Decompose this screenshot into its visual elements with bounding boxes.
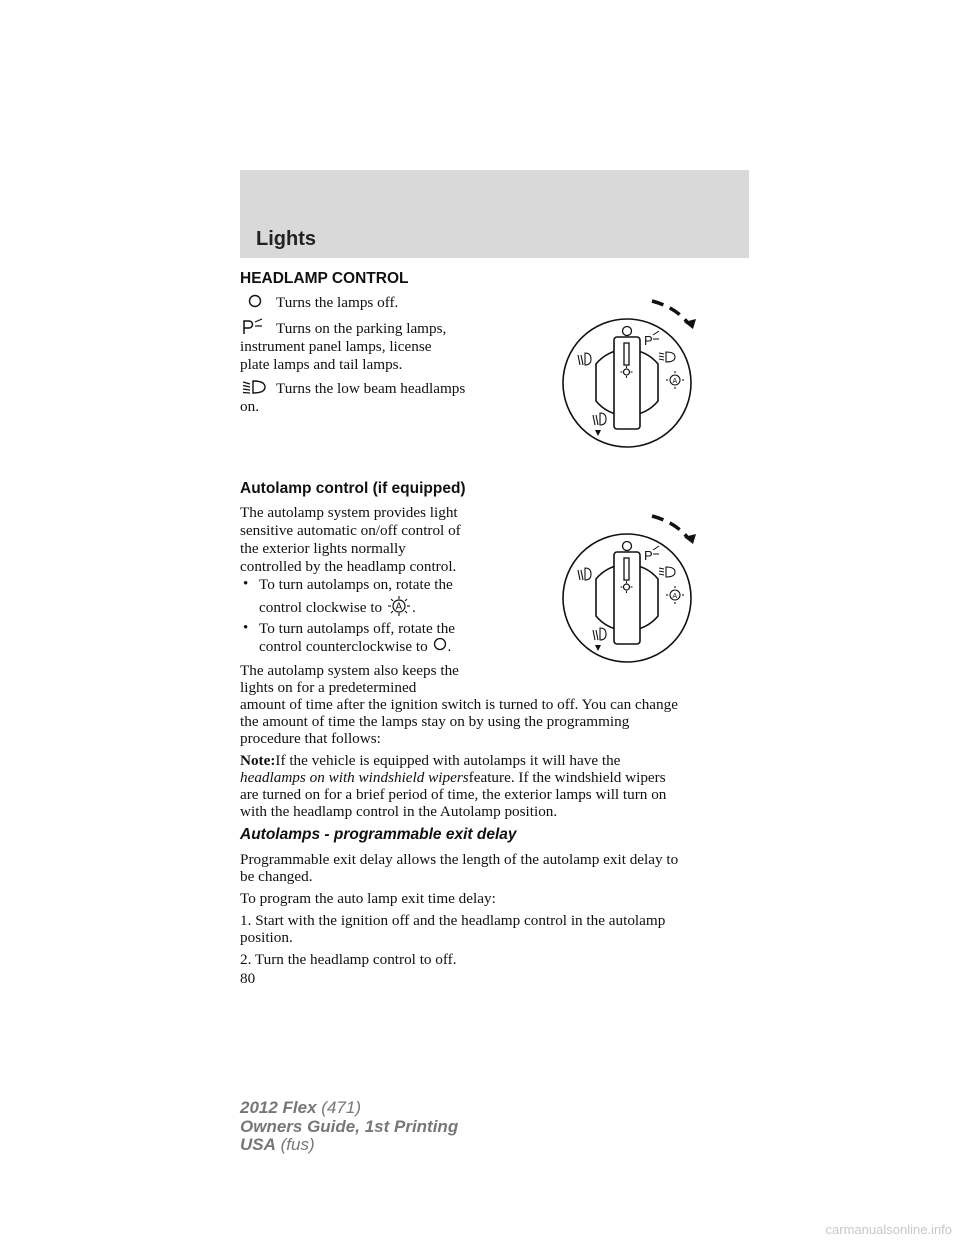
fog-lamp-icon	[578, 568, 591, 580]
autolamp-p1-line4: controlled by the headlamp control.	[240, 558, 457, 575]
autolamp-p2-line4: the amount of time the lamps stay on by using the programming	[240, 713, 630, 730]
bullet1-line1: To turn autolamps on, rotate the	[259, 576, 453, 593]
bullet-marker: •	[243, 576, 249, 592]
step2: 2. Turn the headlamp control to off.	[240, 951, 457, 968]
autolamp-p2-line1: The autolamp system also keeps the	[240, 662, 459, 679]
footer-guide: Owners Guide, 1st Printing	[240, 1116, 459, 1136]
autolamp-p1-line3: the exterior lights normally	[240, 540, 406, 557]
lowbeam-description-line1: Turns the low beam headlamps	[276, 380, 466, 397]
parking-lamp-icon: P	[644, 333, 653, 348]
parking-description-line1: Turns on the parking lamps,	[276, 320, 447, 337]
low-beam-icon	[659, 352, 675, 362]
step1-line2: position.	[240, 929, 293, 946]
exit-delay-p2: To program the auto lamp exit time delay:	[240, 890, 496, 907]
svg-text:A: A	[395, 601, 403, 613]
watermark: carmanualsonline.info	[825, 1222, 952, 1237]
note-label: Note:	[240, 752, 276, 769]
autolamp-p2-line2: lights on for a predetermined	[240, 679, 417, 696]
autolamp-p1-line1: The autolamp system provides light	[240, 504, 458, 521]
off-icon	[432, 638, 448, 657]
off-icon	[623, 327, 632, 336]
autolamp-knob-diagram	[560, 508, 710, 668]
bullet-marker: •	[243, 620, 249, 636]
headlamp-knob-diagram	[560, 293, 710, 453]
note-italic: headlamps on with windshield wipers	[240, 769, 469, 786]
parking-description-line2: instrument panel lamps, license	[240, 338, 432, 355]
low-beam-icon	[242, 379, 268, 400]
fog-lamp-icon	[578, 353, 591, 365]
rear-fog-lamp-icon	[593, 628, 606, 640]
low-beam-icon	[659, 567, 675, 577]
bullet1-line2: control clockwise to A .	[259, 596, 416, 621]
rear-fog-lamp-icon	[593, 413, 606, 425]
rotation-arrow-icon	[652, 516, 688, 538]
exit-delay-heading: Autolamps - programmable exit delay	[240, 826, 517, 843]
autolamp-p1-line2: sensitive automatic on/off control of	[240, 522, 461, 539]
lowbeam-description-line2: on.	[240, 398, 259, 415]
step1-line1: 1. Start with the ignition off and the headlamp control in the autolamp	[240, 912, 666, 929]
svg-text:A: A	[672, 378, 678, 385]
note-line4: with the headlamp control in the Autolamp position.	[240, 803, 558, 820]
footer-market: USA (fus)	[240, 1135, 315, 1154]
off-description: Turns the lamps off.	[276, 294, 399, 311]
exit-delay-p1-line1: Programmable exit delay allows the length of the autolamp exit delay to	[240, 851, 679, 868]
note-line3: are turned on for a brief period of time, the exterior lamps will turn on	[240, 786, 667, 803]
rotation-arrow-icon	[652, 301, 688, 323]
autolamp-p2-line5: procedure that follows:	[240, 730, 381, 747]
autolamp-icon	[386, 596, 412, 621]
bullet2-line1: To turn autolamps off, rotate the	[259, 620, 456, 637]
autolamp-p2-line3: amount of time after the ignition switch is turned to off. You can change	[240, 696, 678, 713]
page-number: 80	[240, 970, 256, 987]
section-title: Lights	[256, 228, 316, 250]
bullet2-line2: control counterclockwise to .	[259, 638, 452, 655]
exit-delay-p1-line2: be changed.	[240, 868, 313, 885]
off-icon	[248, 294, 262, 313]
section-header	[240, 170, 749, 258]
headlamp-control-heading: HEADLAMP CONTROL	[240, 270, 409, 287]
svg-text:A: A	[672, 593, 678, 600]
off-icon	[623, 542, 632, 551]
note-line1: Note:If the vehicle is equipped with autolamps it will have the	[240, 752, 621, 769]
bullet1-text: control clockwise to	[259, 598, 383, 616]
bullet2-text: control counterclockwise to	[259, 638, 428, 655]
print-footer	[240, 1099, 458, 1155]
parking-lamp-icon: P	[644, 548, 653, 563]
autolamp-heading: Autolamp control (if equipped)	[240, 480, 466, 497]
note-line2: headlamps on with windshield wipersfeature. If the windshield wipers	[240, 769, 666, 786]
parking-description-line3: plate lamps and tail lamps.	[240, 356, 403, 373]
footer-model: 2012 Flex (471)	[240, 1098, 361, 1117]
